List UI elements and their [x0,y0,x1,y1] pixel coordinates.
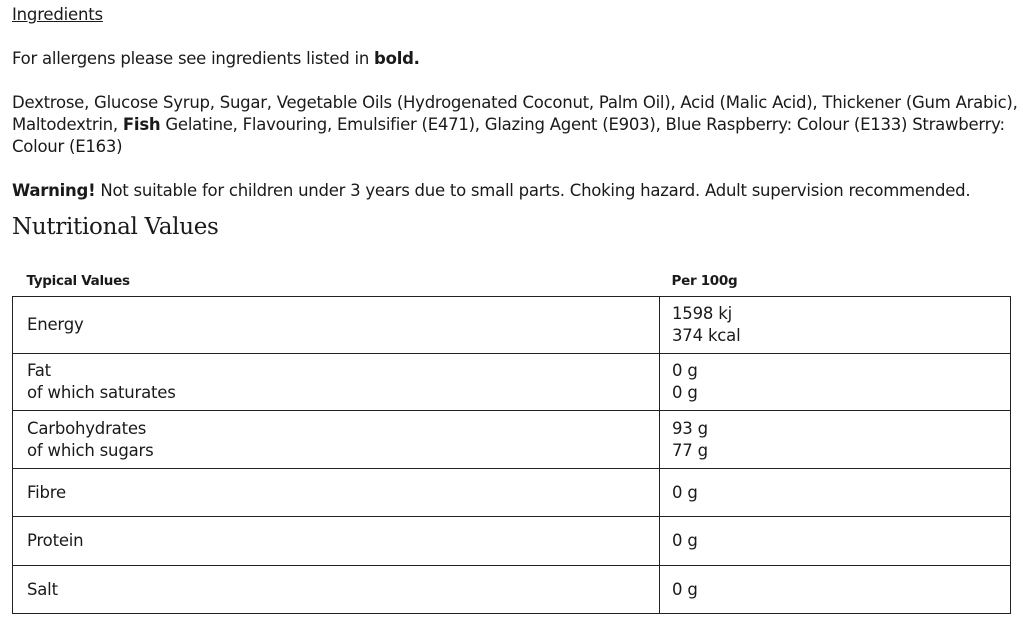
row-label: Fat [27,361,51,380]
label-cell [13,469,660,517]
row-value: 0 g [672,579,698,599]
row-label: Protein [27,531,84,550]
ingredients-heading[interactable]: Ingredients [12,5,103,24]
row-value: 374 kcal [672,326,741,345]
allergen-note-bold: bold. [374,49,420,68]
ingredients-allergen-fish: Fish [122,115,161,134]
allergen-note [12,48,1012,70]
label-cell [13,517,660,566]
value-cell [660,297,1011,354]
allergen-note-text: For allergens please see ingredients listed in [12,49,375,68]
header-per-100g: Per 100g [671,273,738,289]
row-sublabel: of which saturates [27,383,176,402]
table-row-salt [13,566,1011,614]
table-row-protein [13,517,1011,566]
table-row-energy [13,297,1011,354]
table-row-fat [13,354,1011,411]
row-value: 0 g [672,383,698,402]
nutrition-table [12,266,1011,614]
label-cell [13,411,660,469]
value-cell [660,469,1011,517]
row-sublabel: of which sugars [27,440,154,460]
row-value: 93 g [672,418,708,438]
label-cell [13,354,660,411]
table-row-fibre [13,469,1011,517]
ingredients-list-part2: Gelatine, Flavouring, Emulsifier (E471), Glazing Agent (E903), Blue Raspberry: Colour (E133) Strawberry: Colour (E163) [12,115,1005,156]
row-value: 0 g [672,361,698,380]
ingredients-list [12,92,1020,158]
row-value: 0 g [672,482,698,502]
value-cell [660,566,1011,614]
row-label: Carbohydrates [27,418,147,438]
value-cell [660,354,1011,411]
row-value: 0 g [672,531,698,550]
nutrition-title: Nutritional Values [12,214,219,240]
label-cell [13,297,660,354]
ingredients-list-part1: Dextrose, Glucose Syrup, Sugar, Vegetable Oils (Hydrogenated Coconut, Palm Oil), Acid (Malic Acid), Thickener (Gum Arabic), Maltodextrin, [12,93,1018,134]
warning-text: Not suitable for children under 3 years due to small parts. Choking hazard. Adult supervision recommended. [95,181,971,200]
value-cell [660,517,1011,566]
product-info [12,4,1018,242]
table-row-carbohydrates [13,411,1011,469]
row-label: Fibre [27,482,66,502]
row-value: 1598 kj [672,304,732,323]
nutrition-header-row [13,266,1011,297]
row-value: 77 g [672,440,708,460]
label-cell [13,566,660,614]
value-cell [660,411,1011,469]
warning-note [12,180,1012,202]
row-label: Energy [27,315,84,334]
header-typical-values: Typical Values [26,273,130,289]
warning-label: Warning! [12,181,96,200]
row-label: Salt [27,579,58,599]
